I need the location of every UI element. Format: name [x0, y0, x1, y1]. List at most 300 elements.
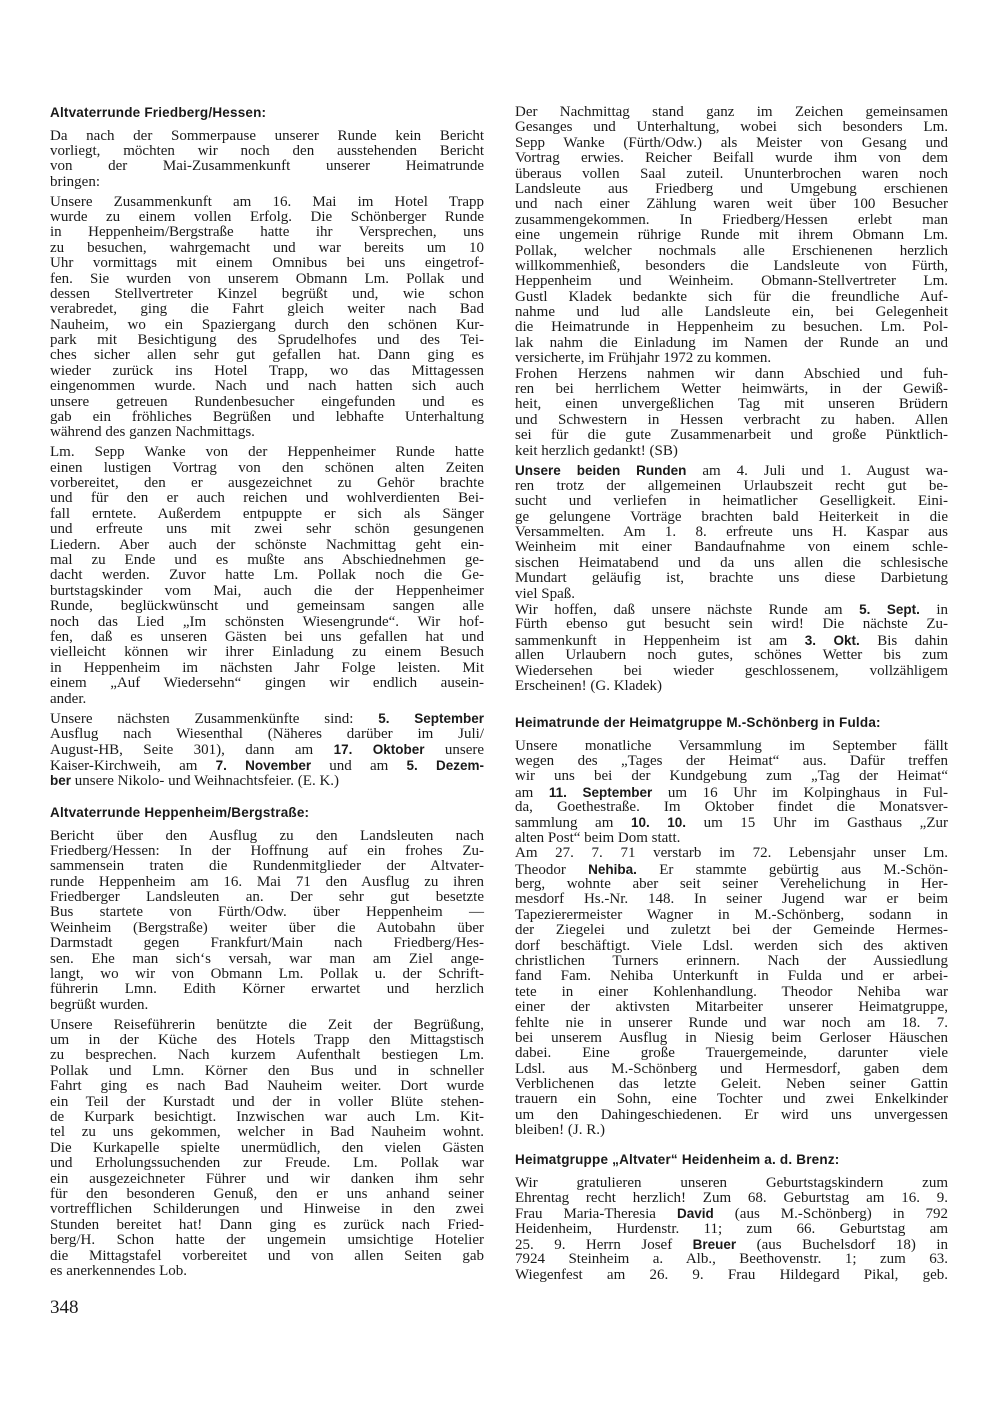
paragraph [515, 463, 948, 602]
article-section-heimatrunde-der-heimatgruppe-m-scho-nberg-in-fulda [515, 713, 948, 1139]
text-line [50, 615, 484, 630]
text-line [515, 1108, 948, 1123]
text-line [515, 305, 948, 320]
text-line [50, 538, 484, 553]
text-line [515, 831, 948, 846]
text-line [515, 197, 948, 212]
text-line [50, 476, 484, 491]
text-line [50, 348, 484, 363]
text-run: Landsleute aus Friedberg und Umgebung erschienen [515, 180, 948, 197]
text-run: Bericht über den Ausflug zu den Landsleuten nach [50, 827, 484, 844]
text-line [515, 1123, 948, 1138]
text-line [50, 1110, 484, 1125]
text-line [515, 1268, 948, 1283]
text-line [515, 213, 948, 228]
text-run: fen, daß es unseren Gästen bei uns gefallen hat und [50, 629, 484, 645]
text-line [515, 494, 948, 509]
text-run: Mundart geläufig ist, brachte uns diese Darbietung [515, 570, 948, 587]
text-run: sammensein traten die Rundenmitglieder der Altvater- [50, 858, 484, 875]
text-line [50, 1156, 484, 1171]
text-run: vorliegt, möchten wir noch den ausstehenden Bericht [50, 142, 484, 159]
paragraph [515, 846, 948, 1138]
paragraph [50, 711, 484, 788]
text-run: zu besuchen, wahrgemacht und war bereits um 10 [50, 239, 484, 256]
bold-text: 3. Okt. [804, 632, 860, 648]
bold-text: 5. Sept. [859, 602, 920, 617]
text-run: und Erholungssuchenden zur Freude. Lm. Pollak war [50, 1155, 484, 1172]
text-line [50, 1064, 484, 1079]
text-line [515, 892, 948, 907]
text-run: Die Kurkapelle spielte unermüdlich, den vielen Gästen [50, 1139, 484, 1156]
text-run: (aus M.-Schönberg) in 792 [713, 1206, 948, 1223]
text-run: wurde zu einem vollen Erfolg. Die Schönberger Runde [50, 208, 484, 225]
text-line [515, 664, 948, 679]
text-line [50, 241, 484, 256]
text-run: fehlte nie in unserer Runde und war noch am 18. 7. [515, 1014, 948, 1031]
text-run: überaus vollen Saal zuteil. Ununterbrochen waren noch [515, 165, 948, 182]
text-run: sei für die gute Zusammenarbeit und große Pünktlich- [515, 427, 948, 444]
text-run: Bus startete von Fürth/Odw. über Heppenheim — [50, 904, 484, 921]
text-run: Bis dahin [859, 632, 949, 649]
text-run: mesdorf Hs.-Nr. 148. In seiner Jugend war er beim [515, 891, 948, 908]
text-run: wir uns bei der Kundgebung zum „Tag der Heimat“ [515, 768, 948, 785]
text-run: einen lustigen Vortrag von den schönen alten Zeiten [50, 459, 484, 476]
text-run: tete in einer Kohlenhandlung. Theodor Nehiba war [515, 983, 948, 1000]
bold-text: 17. Oktober [333, 742, 425, 758]
text-line [515, 397, 948, 412]
text-run: nahme und lud alle Landsleute ein, bei Gelegenheit [515, 304, 948, 321]
text-run: willkommenhieß, besonders die Landsleute von Fürth, [515, 257, 948, 274]
text-run: begrüßt wurden. [50, 996, 149, 1013]
text-run: bleiben! (J. R.) [515, 1122, 605, 1139]
paragraph [515, 367, 948, 459]
text-run: fen. Sie wurden von unserem Obmann Lm. Pollak und [50, 270, 484, 287]
text-run: um 16 Uhr im Kolpinghaus in Ful- [652, 784, 948, 801]
text-line [515, 617, 948, 632]
text-run: Er stammte gebürtig aus M.-Schön- [636, 861, 948, 878]
text-run: Ausflug nach Wiesenthal (Näheres darüber im Juli/ [50, 725, 484, 742]
text-line [515, 679, 948, 694]
text-line [50, 859, 484, 874]
text-run: Uhr vormittags mit einem Omnibus bei uns eingetrof- [50, 255, 484, 272]
text-line [515, 1000, 948, 1015]
text-run: Da nach der Sommerpause unserer Runde kein Bericht [50, 127, 484, 144]
text-run: de Kurpark besichtigt. Inzwischen war auch Lm. Kit- [50, 1109, 484, 1126]
text-run: Unsere Reiseführerin benützte die Zeit der Begrüßung, [50, 1016, 484, 1033]
text-line [515, 510, 948, 525]
text-run: Theodor [515, 861, 589, 878]
text-line [515, 105, 948, 120]
bold-text: David [677, 1206, 714, 1222]
text-run: Verblichenen das letzte Geleit. Neben seiner Gattin [515, 1076, 948, 1093]
text-line [50, 1018, 484, 1033]
article-section-altvaterrunde-heppenheim-bergstra-e [50, 803, 484, 1279]
text-run: langt, wo wir von Obmann Lm. Pollak u. der Schrift- [50, 966, 484, 983]
text-line [515, 1046, 948, 1061]
text-run: zu besprechen. Nach kurzem Aufenthalt bestiegen Lm. [50, 1047, 484, 1064]
bold-text: 5. September [378, 711, 484, 727]
text-line [515, 244, 948, 259]
text-line [50, 1233, 484, 1248]
text-run: wegen des „Tages der Heimat“ aus. Dafür treffen [515, 752, 948, 769]
text-line [50, 445, 484, 460]
text-run: noch das Lied „Im schönsten Wiesengrunde“. Wir hof- [50, 613, 484, 630]
text-run: dacht werden. Zuvor hatte Lm. Pollak noch die Ge- [50, 567, 484, 584]
text-run: Friedberg/Hessen: In der Hoffnung auf ein frohes Zu- [50, 842, 484, 859]
text-line [515, 923, 948, 938]
text-line [50, 159, 484, 174]
text-line [515, 290, 948, 305]
text-line [50, 905, 484, 920]
text-run: eine ungemein rührige Runde mit ihrem Obmann Lm. [515, 227, 948, 244]
text-line [515, 846, 948, 861]
paragraph [515, 105, 948, 367]
text-run: allen Urlaubern noch gutes, schönes Wetter bis zum [515, 647, 948, 664]
text-run: heit, einen unvergeßlichen Tag mit unseren Brüdern [515, 396, 948, 413]
text-line [50, 210, 484, 225]
text-run: 25. 9. Herrn Josef [515, 1237, 693, 1254]
text-run: am [515, 784, 549, 801]
text-run: Wir hoffen, daß unsere nächste Runde am [515, 602, 860, 618]
text-line [515, 985, 948, 1000]
text-line [515, 602, 948, 617]
text-run: viel Spaß. [515, 585, 575, 602]
text-line [515, 571, 948, 586]
text-run: ge gelungene Vorträge brachten bald Heiterkeit in die [515, 508, 948, 525]
text-run: vielleicht können wir ihrer Einladung zu einem Besuch [50, 644, 484, 661]
text-run: Gustl Kladek bedankte sich für die freundliche Auf- [515, 288, 948, 305]
text-run: die Mittagstafel vorbereitet und von allen Seiten gab [50, 1247, 484, 1264]
bold-text: ber [50, 773, 72, 789]
text-run: Heidenheim, Hurdenstr. 11; zum 66. Geburtstag am [515, 1220, 948, 1237]
text-run: in [919, 602, 949, 618]
text-line [50, 333, 484, 348]
text-line [515, 479, 948, 494]
text-run: dorf beschäftigt. Viele Ldsl. werden sich des aktiven [515, 937, 948, 954]
text-line [50, 829, 484, 844]
text-run: sucht und verliefen in heimatlicher Geselligkeit. Eini- [515, 493, 948, 510]
text-run: Frohen Herzens nahmen wir dann Abschied und fuh- [515, 365, 948, 382]
text-run: sammlung am [515, 815, 631, 832]
text-line [515, 1252, 948, 1267]
text-run: um den Dahingeschiedenen. Er wird uns unvergessen [515, 1106, 948, 1123]
text-run: da, Goethestraße. Im Oktober findet die Monatsver- [515, 799, 948, 816]
text-line [50, 1048, 484, 1063]
paragraph [50, 195, 484, 441]
text-line [515, 413, 948, 428]
text-line [515, 815, 948, 830]
article-section-heimatgruppe-altvater-heidenheim-a-d-brenz [515, 1150, 948, 1283]
text-run: unsere getreuen Rundenbesucher eingefunden und es [50, 393, 484, 410]
text-line [515, 382, 948, 397]
text-line [515, 1176, 948, 1191]
text-run: Der Nachmittag stand ganz im Zeichen gemeinsamen [515, 104, 948, 120]
text-run: und nach einer Zählung waren weit über 100 Besucher [515, 196, 948, 213]
text-line [515, 969, 948, 984]
text-line [50, 1125, 484, 1140]
bold-text: Unsere beiden Runden [515, 463, 687, 479]
text-run: am 4. Juli und 1. August wa- [686, 463, 948, 480]
text-line [515, 908, 948, 923]
section-heading: Heimatrunde der Heimatgruppe M.-Schönberg in Fulda: [515, 715, 881, 730]
paragraph [515, 739, 948, 847]
section-heading: Altvaterrunde Friedberg/Hessen: [50, 105, 267, 120]
text-line [50, 272, 484, 287]
text-run: tel zu uns gekommen, welcher in Bad Nauheim wohnt. [50, 1124, 484, 1141]
text-line [515, 954, 948, 969]
text-run: Liedern. Aber auch der schönste Nachmittag geht ein- [50, 536, 484, 553]
text-line [50, 630, 484, 645]
text-run: Sepp Wanke (Fürth/Odw.) als Meister von Gesang und [515, 134, 948, 151]
text-line [50, 692, 484, 707]
text-line [515, 648, 948, 663]
text-line [515, 769, 948, 784]
text-line [50, 773, 484, 788]
text-line [50, 522, 484, 537]
text-line [50, 875, 484, 890]
text-line [50, 256, 484, 271]
text-line [50, 1202, 484, 1217]
text-run: ches sicher allen sehr gut gefallen hat. Dann ging es [50, 347, 484, 364]
text-run: Fahrt ging es nach Bad Nauheim weiter. Dort wurde [50, 1078, 484, 1095]
text-line [50, 410, 484, 425]
text-line [50, 711, 484, 726]
text-line [50, 599, 484, 614]
text-run: fand Fam. Nehiba Unterkunft in Fulda und er arbei- [515, 968, 948, 985]
bold-text: 5. Dezem- [406, 757, 484, 773]
text-line [50, 661, 484, 676]
text-line [515, 1092, 948, 1107]
text-line [50, 144, 484, 159]
text-run: Pollak, welcher nochmals alle Erschienenen herzlich [515, 242, 948, 259]
text-line [515, 120, 948, 135]
text-line [515, 1206, 948, 1221]
text-run: Wiegenfest am 26. 9. Frau Hildegard Pikal, geb. [515, 1266, 948, 1283]
text-run: und für den er auch reichen und wohlverdienten Bei- [50, 490, 484, 507]
text-run: Runde, beglückwünscht und gemeinsam sangen alle [50, 598, 484, 615]
text-line [515, 939, 948, 954]
text-line [515, 800, 948, 815]
text-line [50, 967, 484, 982]
text-line [50, 1079, 484, 1094]
text-line [50, 507, 484, 522]
paragraph [50, 829, 484, 1014]
text-line [50, 998, 484, 1013]
bold-text: 11. September [548, 784, 653, 800]
text-line [50, 758, 484, 773]
text-line [50, 676, 484, 691]
text-run: führerin Lmn. Edith Körner erwartet und herzlich [50, 981, 484, 998]
text-run: Nauheim, wo ein Spaziergang durch den schönen Kur- [50, 316, 484, 333]
text-run: Ehrentag recht herzlich! Zum 68. Geburtstag am 16. 9. [515, 1189, 948, 1206]
text-line [50, 461, 484, 476]
text-line [515, 1062, 948, 1077]
paragraph [515, 602, 948, 694]
text-run: Unsere nächsten Zusammenkünfte sind: [50, 711, 379, 728]
text-line [515, 1191, 948, 1206]
text-run: 7924 Steinheim a. Alb., Beethovenstr. 1; zum 63. [515, 1251, 948, 1268]
text-line [515, 1237, 948, 1252]
paragraph [50, 129, 484, 191]
bold-text: Breuer [692, 1237, 737, 1253]
text-line [515, 136, 948, 151]
text-run: Lm. Sepp Wanke von der Heppenheimer Runde hatte [50, 444, 484, 461]
text-line [515, 1222, 948, 1237]
text-line [50, 175, 484, 190]
text-run: einer der aktivsten Mitarbeiter unserer Heimatgruppe, [515, 999, 948, 1016]
text-run: ander. [50, 690, 87, 707]
text-run: wieder zurück ins Hotel Trapp, wo das Mittagessen [50, 362, 484, 379]
text-run: unsere Nikolo- und Weihnachtsfeier. (E. K.) [71, 773, 340, 790]
text-line [515, 862, 948, 877]
text-line [515, 444, 948, 459]
text-run: die Heimatrunde in Heppenheim zu besuchen. Lm. Pol- [515, 319, 948, 336]
text-run: Ldsl. aus M.-Schönberg und Hermesdorf, gaben dem [515, 1060, 948, 1077]
text-line [50, 318, 484, 333]
text-line [515, 259, 948, 274]
text-run: park mit Besichtigung des Sprudelhofes und des Tei- [50, 332, 484, 349]
text-run: vorbereitet, den er ausgezeichnet zu Gehör brachte [50, 475, 484, 492]
text-line [50, 302, 484, 317]
text-run: keit herzlich gedankt! (SB) [515, 442, 678, 459]
text-run: runde Heppenheim am 16. Mai 71 den Ausflug zu ihren [50, 873, 484, 890]
text-run: gab ein fröhliches Begrüßen und lebhafte Unterhaltung [50, 409, 484, 426]
text-line [515, 754, 948, 769]
bold-text: Nehiba. [588, 861, 637, 877]
text-run: mal zu Ende und es mußte ans Abschiednehmen ge- [50, 552, 484, 569]
text-line [50, 364, 484, 379]
text-run: Friedberger Landsleuten an. Der sehr gut besetzte [50, 889, 484, 906]
text-run: eingenommen wurde. Nach und nach hatten sich auch [50, 378, 484, 395]
text-run: von der Mai-Zusammenkunft unserer Heimatrunde [50, 158, 484, 175]
text-run: unsere [424, 742, 485, 759]
text-line [515, 785, 948, 800]
text-line [515, 1016, 948, 1031]
text-line [50, 1218, 484, 1233]
text-run: Fürth ebenso gut besucht sein wird! Die nächste Zu- [515, 616, 948, 633]
text-run: einem „Auf Wiedersehn“ gingen wir endlich ausein- [50, 675, 484, 692]
paragraph [50, 445, 484, 707]
text-line [515, 877, 948, 892]
text-run: der Ziegelei und zuletzt bei der Gemeinde Hermes- [515, 922, 948, 939]
text-line [50, 1172, 484, 1187]
text-run: Frau Maria-Theresia [515, 1206, 677, 1223]
text-run: Unsere Zusammenkunft am 16. Mai im Hotel Trapp [50, 193, 484, 210]
text-line [50, 1249, 484, 1264]
text-run: Vortrag erwies. Reicher Beifall wurde ihm von dem [515, 150, 948, 167]
text-run: Kaiser-Kirchweih, am [50, 757, 216, 774]
text-line [515, 274, 948, 289]
text-line [515, 167, 948, 182]
text-run: sen. Ehe man sich‘s versah, war man am Ziel ange- [50, 950, 484, 967]
text-line [515, 151, 948, 166]
text-run: Heppenheim und Weinheim. Obmann-Stellvertreter Lm. [515, 273, 948, 290]
text-run: bringen: [50, 173, 100, 190]
text-line [50, 195, 484, 210]
text-run: versicherte, im Frühjahr 1972 zu kommen. [515, 350, 772, 367]
text-run: Pollak und Lmn. Körner den Bus und in schneller [50, 1062, 484, 1079]
text-run: Erscheinen! (G. Kladek) [515, 677, 663, 694]
text-run: um in der Küche des Hotels Trapp den Mittagstisch [50, 1032, 484, 1049]
text-run: Wir gratulieren unseren Geburtstagskindern zum [515, 1174, 948, 1191]
text-run: Wiedersehen bei wieder geschlossenem, vollzähligem [515, 662, 948, 679]
text-line [515, 540, 948, 555]
text-line [50, 1187, 484, 1202]
text-run: ein Teil der Kurstadt und der in voller Blüte stehen- [50, 1093, 484, 1110]
text-run: für den besonderen Genuß, den er uns anhand seiner [50, 1185, 484, 1202]
text-run: während des ganzen Nachmittags. [50, 424, 255, 441]
text-line [515, 367, 948, 382]
text-run: vortrefflichen Schilderungen und Hinweise in den zwei [50, 1201, 484, 1218]
text-line [50, 1095, 484, 1110]
text-line [50, 890, 484, 905]
text-run: bei unserem Ausflug in Niesig beim Gerloser Häuschen [515, 1029, 948, 1046]
text-run: Weinheim (Bergstraße) weiter über die Autobahn über [50, 919, 484, 936]
text-line [50, 952, 484, 967]
text-line [50, 844, 484, 859]
text-run: August-HB, Seite 301), dann am [50, 742, 334, 759]
text-run: Am 27. 7. 71 verstarb im 72. Lebensjahr unser Lm. [515, 845, 948, 862]
text-run: Tapezierermeister Wagner in M.-Schönberg, sodann in [515, 906, 948, 923]
text-run: ein ausgezeichneter Führer und wir danken ihm sehr [50, 1170, 484, 1187]
text-run: sammenkunft in Heppenheim ist am [515, 632, 805, 649]
text-run: dessen Stellvertreter Kinzel begrüßt und, wie schon [50, 285, 484, 302]
text-run: (aus Buchelsdorf 18) in [736, 1237, 948, 1254]
text-line [50, 1141, 484, 1156]
text-run: alten Post“ beim Dom statt. [515, 829, 681, 846]
text-line [515, 525, 948, 540]
text-line [515, 1077, 948, 1092]
text-run: Weinheim mit einer Bandaufnahme von einem schle- [515, 539, 948, 556]
text-run: und Schwestern in Hessen verbracht zu haben. Allen [515, 411, 948, 428]
text-run: fall erntete. Außerdem entpuppte er sich als Sänger [50, 505, 484, 522]
text-run: trauern ein Sohn, eine Tochter und zwei Enkelkinder [515, 1091, 948, 1108]
paragraph [50, 1018, 484, 1280]
bold-text: 10. 10. [630, 815, 687, 831]
text-run: dabei. Eine große Trauergemeinde, darunter viele [515, 1045, 948, 1062]
text-line [515, 587, 948, 602]
text-run: ren trotz der allgemeinen Urlaubszeit recht gut be- [515, 477, 948, 494]
text-run: Darmstadt gegen Frankfurt/Main nach Friedberg/Hes- [50, 935, 484, 952]
page-number: 348 [50, 1297, 79, 1318]
text-line [515, 556, 948, 571]
text-line [515, 336, 948, 351]
text-run: berg, wohnte aber seit seiner Verehelichung in Her- [515, 876, 948, 893]
text-line [50, 1264, 484, 1279]
text-run: Unsere monatliche Versammlung im September fällt [515, 737, 948, 754]
text-run: und am [311, 757, 407, 774]
text-run: berg/H. Schon hatte der ungemein umsichtige Hotelier [50, 1232, 484, 1249]
text-run: ren bei herrlichem Wetter heimwärts, in der Gewiß- [515, 381, 948, 398]
text-line [515, 351, 948, 366]
text-run: Versammelten. Am 1. 8. erfreute uns H. Kaspar aus [515, 524, 948, 541]
text-run: lak nahm die Einladung im Namen der Runde an und [515, 334, 948, 351]
text-line [50, 584, 484, 599]
text-line [50, 491, 484, 506]
text-line [515, 739, 948, 754]
text-line [50, 225, 484, 240]
text-line [515, 228, 948, 243]
text-run: Gesanges und Unterhaltung, wobei sich besonders Lm. [515, 119, 948, 136]
section-heading: Altvaterrunde Heppenheim/Bergstraße: [50, 805, 310, 820]
text-run: zusammengekommen. In Friedberg/Hessen erlebt man [515, 211, 948, 228]
text-line [515, 182, 948, 197]
bold-text: 7. November [215, 757, 312, 773]
text-line [50, 425, 484, 440]
text-line [50, 921, 484, 936]
text-run: und erfreute uns mit zwei sehr schön gesungenen [50, 521, 484, 538]
text-line [50, 982, 484, 997]
